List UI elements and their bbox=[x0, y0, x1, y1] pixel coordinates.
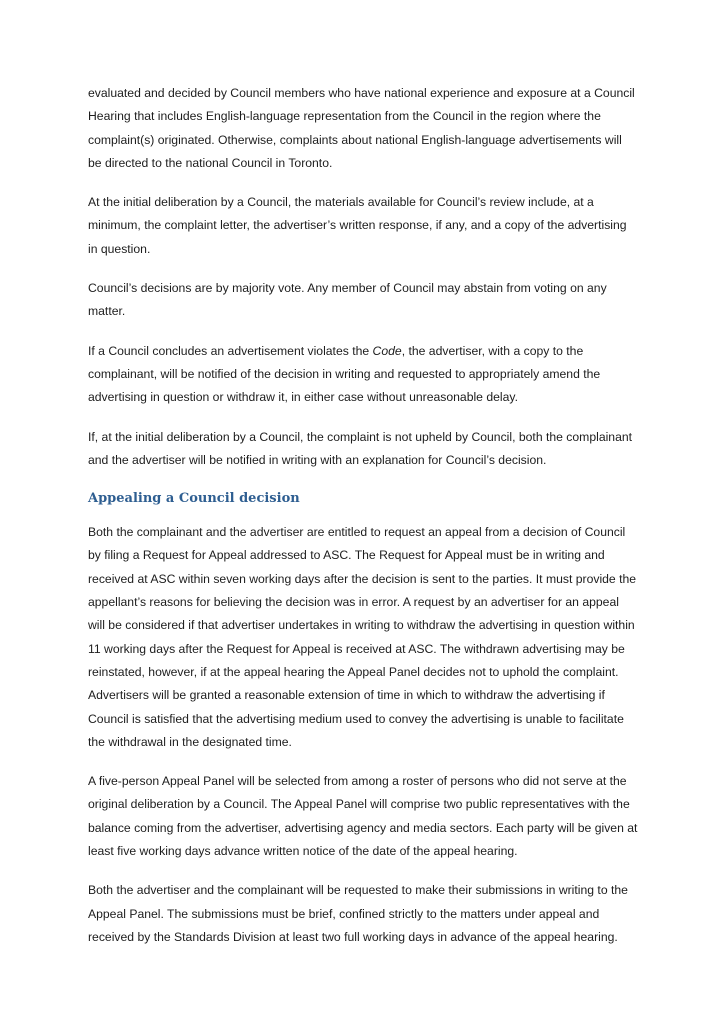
text-line bbox=[88, 340, 644, 363]
document-page bbox=[88, 82, 644, 965]
text-line: received at ASC within seven working days after the decision is sent to the parties. It must provide the bbox=[88, 571, 637, 586]
text-line: Hearing that includes English-language representation from the Council in the region where the bbox=[88, 109, 601, 124]
text-line: Council is satisfied that the advertising medium used to convey the advertising is unable to facilitate bbox=[88, 711, 624, 726]
text-line: Both the advertiser and the complainant will be requested to make their submissions in writing to the bbox=[88, 883, 628, 898]
text-line: If, at the initial deliberation by a Council, the complaint is not upheld by Council, both the complainant bbox=[88, 429, 633, 444]
text-line: At the initial deliberation by a Council, the materials available for Council’s review include, at a bbox=[88, 195, 594, 210]
paragraph-council-hearing bbox=[88, 82, 644, 175]
text-line: by filing a Request for Appeal addressed to ASC. The Request for Appeal must be in writing and bbox=[88, 548, 605, 563]
text-line: reinstated, however, if at the appeal hearing the Appeal Panel decides not to uphold the complaint. bbox=[88, 664, 619, 679]
paragraph-request-appeal bbox=[88, 521, 644, 754]
text-line: balance coming from the advertiser, advertising agency and media sectors. Each party will be given at bbox=[88, 820, 638, 835]
paragraph-code-violation bbox=[88, 340, 644, 410]
text-line: Council’s decisions are by majority vote. Any member of Council may abstain from voting on any bbox=[88, 281, 607, 296]
text-line: least five working days advance written notice of the date of the appeal hearing. bbox=[88, 844, 518, 859]
text-run: If a Council concludes an advertisement violates the bbox=[88, 343, 373, 358]
text-line: 11 working days after the Request for Appeal is received at ASC. The withdrawn advertising may be bbox=[88, 641, 625, 656]
text-line: advertising in question or withdraw it, in either case without unreasonable delay. bbox=[88, 390, 518, 405]
text-line: original deliberation by a Council. The Appeal Panel will comprise two public representatives with the bbox=[88, 797, 630, 812]
text-line: in question. bbox=[88, 241, 151, 256]
text-line: Both the complainant and the advertiser are entitled to request an appeal from a decision of Council bbox=[88, 525, 626, 540]
text-line: be directed to the national Council in Toronto. bbox=[88, 155, 333, 170]
text-line: Appeal Panel. The submissions must be brief, confined strictly to the matters under appeal and bbox=[88, 906, 600, 921]
paragraph-initial-deliberation bbox=[88, 191, 644, 261]
text-line: will be considered if that advertiser undertakes in writing to withdraw the advertising in question within bbox=[88, 618, 635, 633]
text-line: the withdrawal in the designated time. bbox=[88, 734, 292, 749]
text-line: and the advertiser will be notified in writing with an explanation for Council’s decision. bbox=[88, 452, 547, 467]
text-line: received by the Standards Division at least two full working days in advance of the appeal hearing. bbox=[88, 929, 618, 944]
text-line: matter. bbox=[88, 304, 126, 319]
paragraph-not-upheld bbox=[88, 426, 644, 473]
paragraph-appeal-panel bbox=[88, 770, 644, 863]
text-line: complainant, will be notified of the decision in writing and requested to appropriately amend the bbox=[88, 366, 601, 381]
paragraph-submissions bbox=[88, 879, 644, 949]
section-heading: Appealing a Council decision bbox=[88, 491, 300, 507]
text-run: , the advertiser, with a copy to the bbox=[401, 343, 584, 358]
text-line: A five-person Appeal Panel will be selected from among a roster of persons who did not serve at the bbox=[88, 774, 627, 789]
paragraph-majority-vote bbox=[88, 277, 644, 324]
text-line: evaluated and decided by Council members who have national experience and exposure at a Council bbox=[88, 86, 635, 100]
text-line: complaint(s) originated. Otherwise, complaints about national English-language advertisements will bbox=[88, 132, 622, 147]
text-line: appellant’s reasons for believing the decision was in error. A request by an advertiser for an appeal bbox=[88, 595, 619, 610]
text-line: minimum, the complaint letter, the advertiser’s written response, if any, and a copy of the advertising bbox=[88, 218, 627, 233]
text-line: Advertisers will be granted a reasonable extension of time in which to withdraw the advertising if bbox=[88, 688, 605, 703]
code-emphasis: Code bbox=[372, 343, 402, 358]
